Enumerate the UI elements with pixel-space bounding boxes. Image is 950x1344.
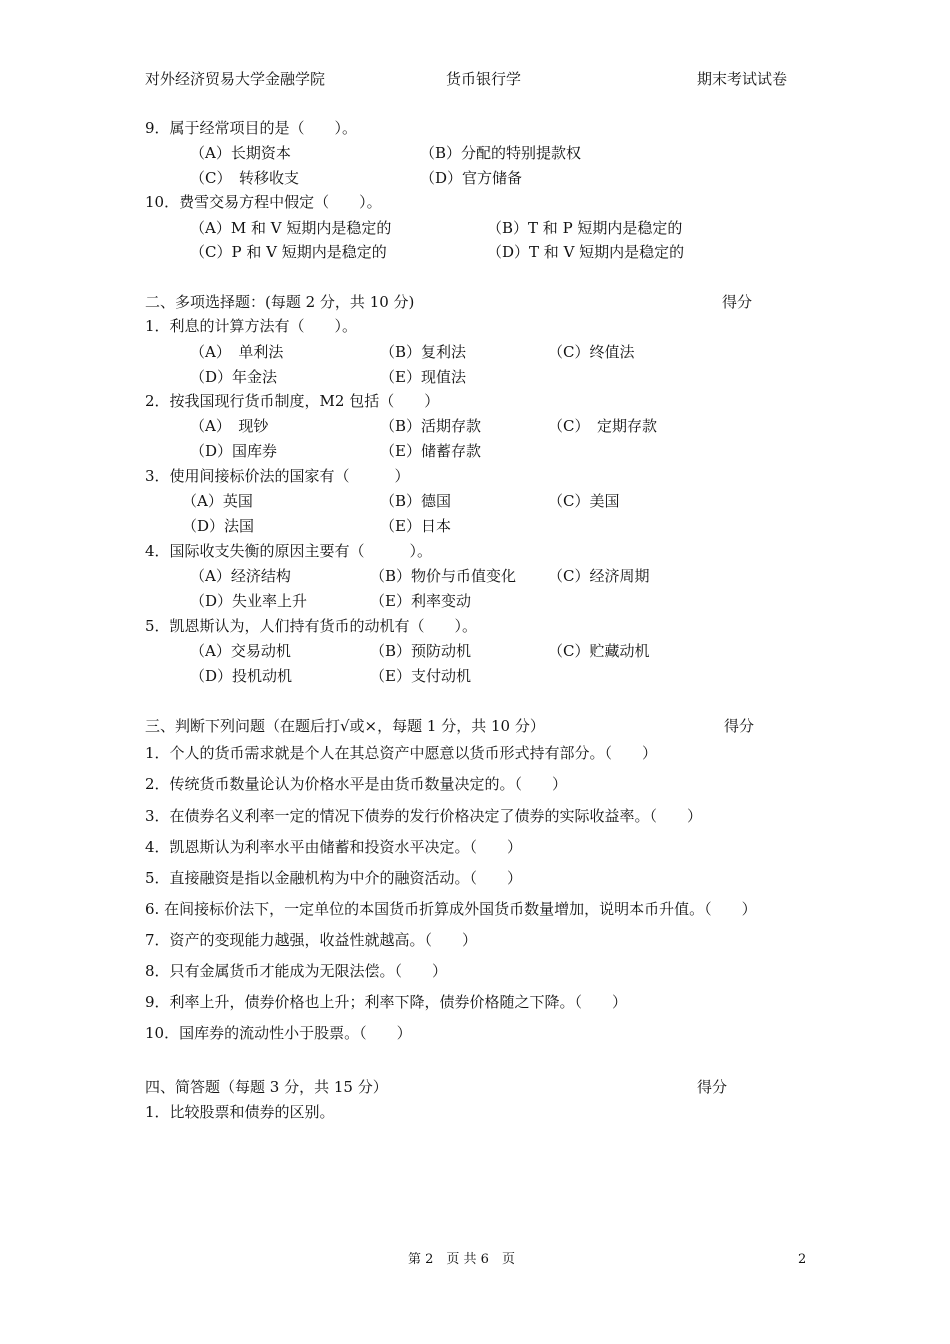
mc-question-5-stem: 5．凯恩斯认为，人们持有货币的动机有（ ）。 (145, 617, 478, 635)
question-10-option-d: （D）T 和 V 短期内是稳定的 (487, 243, 685, 261)
tf-item-8: 8．只有金属货币才能成为无限法偿。（ ） (145, 962, 448, 980)
footer-page-number: 2 (798, 1252, 807, 1267)
tf-item-5: 5．直接融资是指以金融机构为中介的融资活动。（ ） (145, 869, 523, 887)
question-9-stem: 9．属于经常项目的是（ ）。 (145, 119, 358, 137)
mc-question-2-option-a: （A） 现钞 (190, 417, 269, 435)
mc-question-1-option-d: （D）年金法 (190, 368, 278, 386)
mc-question-3-option-b: （B）德国 (380, 492, 452, 510)
question-10-option-c: （C）P 和 V 短期内是稳定的 (190, 243, 387, 261)
mc-question-1-option-e: （E）现值法 (380, 368, 466, 386)
tf-item-9: 9．利率上升，债券价格也上升；利率下降，债券价格随之下降。（ ） (145, 993, 628, 1011)
mc-question-3-option-d: （D）法国 (182, 517, 255, 535)
mc-question-5-option-e: （E）支付动机 (370, 667, 471, 685)
mc-question-3-option-e: （E）日本 (380, 517, 451, 535)
mc-question-2-option-d: （D）国库券 (190, 442, 278, 460)
tf-item-6: 6. 在间接标价法下，一定单位的本国货币折算成外国货币数量增加，说明本币升值。（ ） (145, 900, 757, 918)
mc-question-2-stem: 2．按我国现行货币制度，M2 包括（ ） (145, 392, 440, 410)
tf-item-1: 1．个人的货币需求就是个人在其总资产中愿意以货币形式持有部分。（ ） (145, 744, 658, 762)
tf-item-7: 7．资产的变现能力越强，收益性就越高。（ ） (145, 931, 478, 949)
mc-question-4-option-e: （E）利率变动 (370, 592, 471, 610)
mc-question-3-option-a: （A）英国 (182, 492, 253, 510)
mc-question-4-option-c: （C）经济周期 (548, 567, 650, 585)
mc-question-5-option-c: （C）贮藏动机 (548, 642, 650, 660)
section-short-answer-score-label: 得分 (697, 1078, 728, 1096)
question-9-option-c: （C） 转移收支 (190, 169, 299, 187)
section-true-false-title: 三、判断下列问题（在题后打√或×，每题 1 分，共 10 分） (145, 717, 545, 735)
mc-question-1-option-b: （B）复利法 (380, 343, 467, 361)
mc-question-2-option-e: （E）储蓄存款 (380, 442, 481, 460)
tf-item-3: 3．在债券名义利率一定的情况下债券的发行价格决定了债券的实际收益率。（ ） (145, 807, 703, 825)
question-10-stem: 10．费雪交易方程中假定（ ）。 (145, 193, 382, 211)
mc-question-1-option-c: （C）终值法 (548, 343, 635, 361)
mc-question-5-option-b: （B）预防动机 (370, 642, 472, 660)
header-course: 货币银行学 (446, 70, 522, 88)
question-9-option-a: （A）长期资本 (190, 144, 291, 162)
question-10-option-a: （A）M 和 V 短期内是稳定的 (190, 219, 392, 237)
question-10-option-b: （B）T 和 P 短期内是稳定的 (487, 219, 683, 237)
question-9-option-d: （D）官方储备 (420, 169, 523, 187)
header-school: 对外经济贸易大学金融学院 (145, 70, 326, 88)
mc-question-4-stem: 4．国际收支失衡的原因主要有（ ）。 (145, 542, 433, 560)
mc-question-4-option-b: （B）物价与币值变化 (370, 567, 517, 585)
mc-question-3-option-c: （C）美国 (548, 492, 620, 510)
mc-question-5-option-d: （D）投机动机 (190, 667, 293, 685)
mc-question-2-option-b: （B）活期存款 (380, 417, 482, 435)
question-9-option-b: （B）分配的特别提款权 (420, 144, 582, 162)
mc-question-1-option-a: （A） 单利法 (190, 343, 284, 361)
tf-item-10: 10．国库券的流动性小于股票。（ ） (145, 1024, 412, 1042)
mc-question-3-stem: 3．使用间接标价法的国家有（ ） (145, 467, 410, 485)
section-multi-choice-title: 二、多项选择题：(每题 2 分，共 10 分) (145, 293, 415, 311)
mc-question-4-option-a: （A）经济结构 (190, 567, 291, 585)
sa-item-1: 1．比较股票和债券的区别。 (145, 1103, 335, 1121)
mc-question-2-option-c: （C） 定期存款 (548, 417, 657, 435)
section-short-answer-title: 四、简答题（每题 3 分，共 15 分） (145, 1078, 388, 1096)
mc-question-1-stem: 1．利息的计算方法有（ ）。 (145, 317, 358, 335)
tf-item-2: 2．传统货币数量论认为价格水平是由货币数量决定的。（ ） (145, 775, 568, 793)
section-true-false-score-label: 得分 (724, 717, 755, 735)
footer-page-info: 第 2 页 共 6 页 (408, 1252, 515, 1267)
mc-question-4-option-d: （D）失业率上升 (190, 592, 308, 610)
mc-question-5-option-a: （A）交易动机 (190, 642, 291, 660)
tf-item-4: 4．凯恩斯认为利率水平由储蓄和投资水平决定。（ ） (145, 838, 523, 856)
header-exam: 期末考试试卷 (697, 70, 788, 88)
section-multi-choice-score-label: 得分 (722, 293, 753, 311)
